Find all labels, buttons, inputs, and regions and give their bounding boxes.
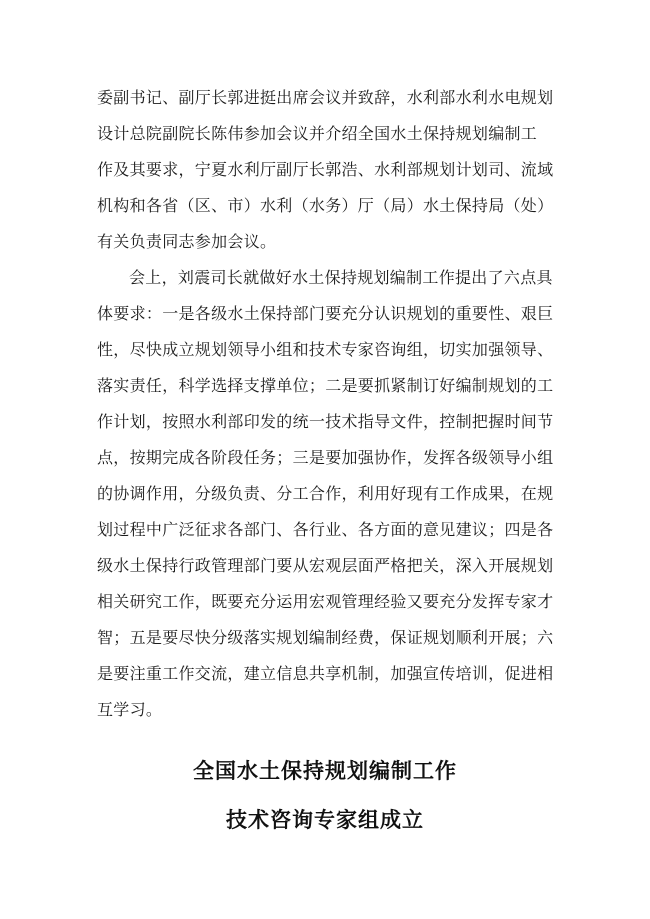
paragraph-1-line-4: 机构和各省（区、市）水利（水务）厅（局）水土保持局（处） <box>97 196 554 215</box>
paragraph-1-line-5: 有关负责同志参加会议。 <box>97 232 277 251</box>
paragraph-2-line-5: 作计划，按照水利部印发的统一技术指导文件，控制把握时间节 <box>97 412 554 431</box>
paragraph-2-line-11: 智；五是要尽快分级落实规划编制经费，保证规划顺利开展；六 <box>97 628 554 647</box>
section-heading-line-1: 全国水土保持规划编制工作 <box>193 759 457 783</box>
paragraph-1-line-2: 设计总院副院长陈伟参加会议并介绍全国水土保持规划编制工 <box>97 124 538 143</box>
paragraph-2-line-2: 体要求：一是各级水土保持部门要充分认识规划的重要性、艰巨 <box>97 304 554 323</box>
paragraph-2-line-1: 会上，刘震司长就做好水土保持规划编制工作提出了六点具 <box>129 268 553 287</box>
paragraph-1-line-3: 作及其要求，宁夏水利厅副厅长郭浩、水利部规划计划司、流域 <box>97 160 554 179</box>
paragraph-2-line-8: 划过程中广泛征求各部门、各行业、各方面的意见建议；四是各 <box>97 520 554 539</box>
paragraph-2-line-6: 点，按期完成各阶段任务；三是要加强协作，发挥各级领导小组 <box>97 448 554 467</box>
paragraph-2-line-4: 落实责任，科学选择支撑单位；二是要抓紧制订好编制规划的工 <box>97 376 554 395</box>
paragraph-2-line-3: 性，尽快成立规划领导小组和技术专家咨询组，切实加强领导、 <box>97 340 554 359</box>
paragraph-2-line-12: 是要注重工作交流，建立信息共享机制，加强宣传培训，促进相 <box>97 664 554 683</box>
paragraph-1-line-1: 委副书记、副厅长郭进挺出席会议并致辞，水利部水利水电规划 <box>97 88 554 107</box>
paragraph-2-line-10: 相关研究工作，既要充分运用宏观管理经验又要充分发挥专家才 <box>97 592 554 611</box>
section-heading-line-2: 技术咨询专家组成立 <box>226 808 424 832</box>
paragraph-2-line-9: 级水土保持行政管理部门要从宏观层面严格把关，深入开展规划 <box>97 556 554 575</box>
paragraph-2-line-13: 互学习。 <box>97 700 163 719</box>
paragraph-2-line-7: 的协调作用，分级负责、分工合作，利用好现有工作成果，在规 <box>97 484 554 503</box>
